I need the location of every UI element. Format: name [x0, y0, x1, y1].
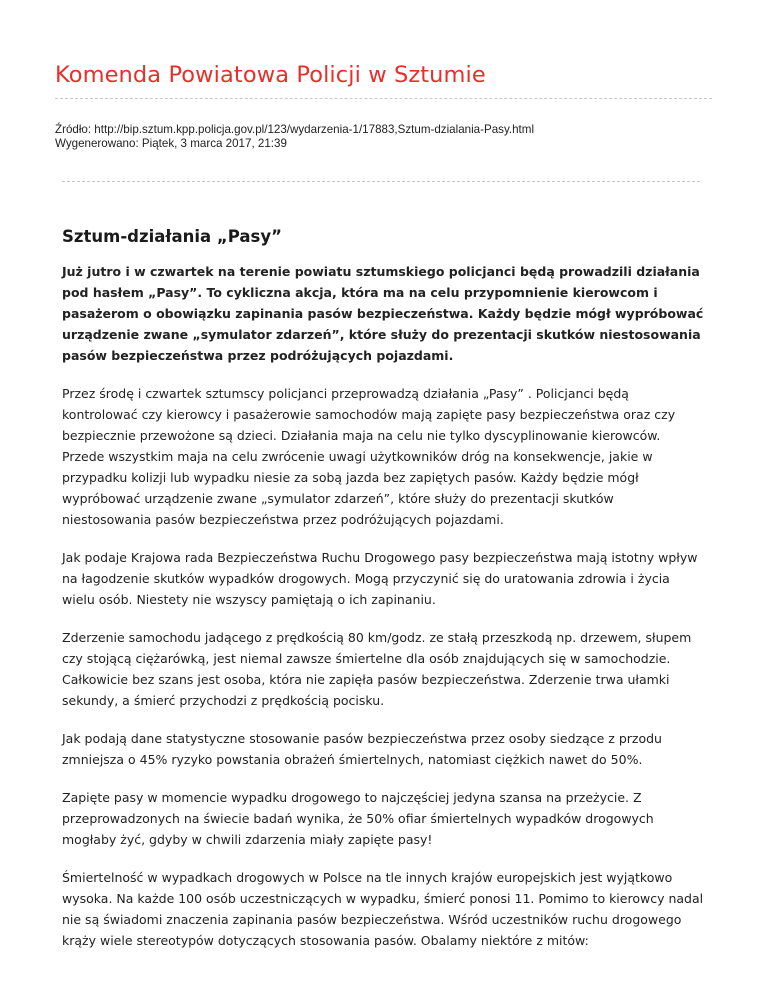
article-paragraph: Przez środę i czwartek sztumscy policjanci przeprowadzą działania „Pasy” . Policjanci będą kontrolować czy kierowcy i pasażerowie samochodów mają zapięte pasy bezpieczeństwa oraz czy bezpiecznie przewożone są dzieci. Działania maja na celu nie tylko dyscyplinowanie kierowców. Przede wszystkim maja na celu zwrócenie uwagi użytkowników dróg na konsekwencje, jakie w przypadku kolizji lub wypadku niesie za sobą jazda bez zapiętych pasów. Każdy będzie mógł wypróbować urządzenie zwane „symulator zdarzeń”, które służy do prezentacji skutków niestosowania pasów bezpieczeństwa przez podróżujących pojazdami.	[62, 386, 676, 527]
header-divider	[55, 98, 712, 99]
article-paragraph: Jak podaje Krajowa rada Bezpieczeństwa Ruchu Drogowego pasy bezpieczeństwa mają istotny wpływ na łagodzenie skutków wypadków drogowych. Mogą przyczynić się do uratowania zdrowia i życia wielu osób. Niestety nie wszyscy pamiętają o ich zapinaniu.	[62, 550, 698, 607]
article-paragraph: Zapięte pasy w momencie wypadku drogowego to najczęściej jedyna szansa na przeżycie. Z przeprowadzonych na świecie badań wynika, że 50% ofiar śmiertelnych wypadków drogowych mogłaby żyć, gdyby w chwili zdarzenia miały zapięte pasy!	[62, 790, 654, 847]
article-lead: Już jutro i w czwartek na terenie powiatu sztumskiego policjanci będą prowadzili działania pod hasłem „Pasy”. To cykliczna akcja, która ma na celu przypomnienie kierowcom i pasażerom o obowiązku zapinania pasów bezpieczeństwa. Każdy będzie mógł wypróbować urządzenie zwane „symulator zdarzeń”, które służy do prezentacji skutków niestosowania pasów bezpieczeństwa przez podróżujących pojazdami.	[62, 264, 704, 363]
article-paragraph: Zderzenie samochodu jadącego z prędkością 80 km/godz. ze stałą przeszkodą np. drzewem, słupem czy stojącą ciężarówką, jest niemal zawsze śmiertelne dla osób znajdujących się w samochodzie. Całkowicie bez szans jest osoba, która nie zapięła pasów bezpieczeństwa. Zderzenie trwa ułamki sekundy, a śmierć przychodzi z prędkością pocisku.	[62, 630, 692, 708]
article-title: Sztum-działania „Pasy”	[62, 227, 282, 246]
source-line: Źródło: http://bip.sztum.kpp.policja.gov.pl/123/wydarzenia-1/17883,Sztum-dzialania-Pasy.html	[55, 123, 535, 136]
article-body	[62, 226, 706, 968]
site-title: Komenda Powiatowa Policji w Sztumie	[55, 62, 486, 88]
article-paragraph: Śmiertelność w wypadkach drogowych w Polsce na tle innych krajów europejskich jest wyjątkowo wysoka. Na każde 100 osób uczestniczących w wypadku, śmierć ponosi 11. Pomimo to kierowcy nadal nie są świadomi znaczenia zapinania pasów bezpieczeństwa. Wśród uczestników ruchu drogowego krąży wiele stereotypów dotyczących stosowania pasów. Obalamy niektóre z mitów:	[62, 870, 704, 948]
meta-divider	[62, 181, 700, 182]
article-paragraph: Jak podają dane statystyczne stosowanie pasów bezpieczeństwa przez osoby siedzące z przodu zmniejsza o 45% ryzyko powstania obrażeń śmiertelnych, natomiast ciężkich nawet do 50%.	[62, 731, 662, 767]
generated-line: Wygenerowano: Piątek, 3 marca 2017, 21:39	[55, 137, 287, 150]
